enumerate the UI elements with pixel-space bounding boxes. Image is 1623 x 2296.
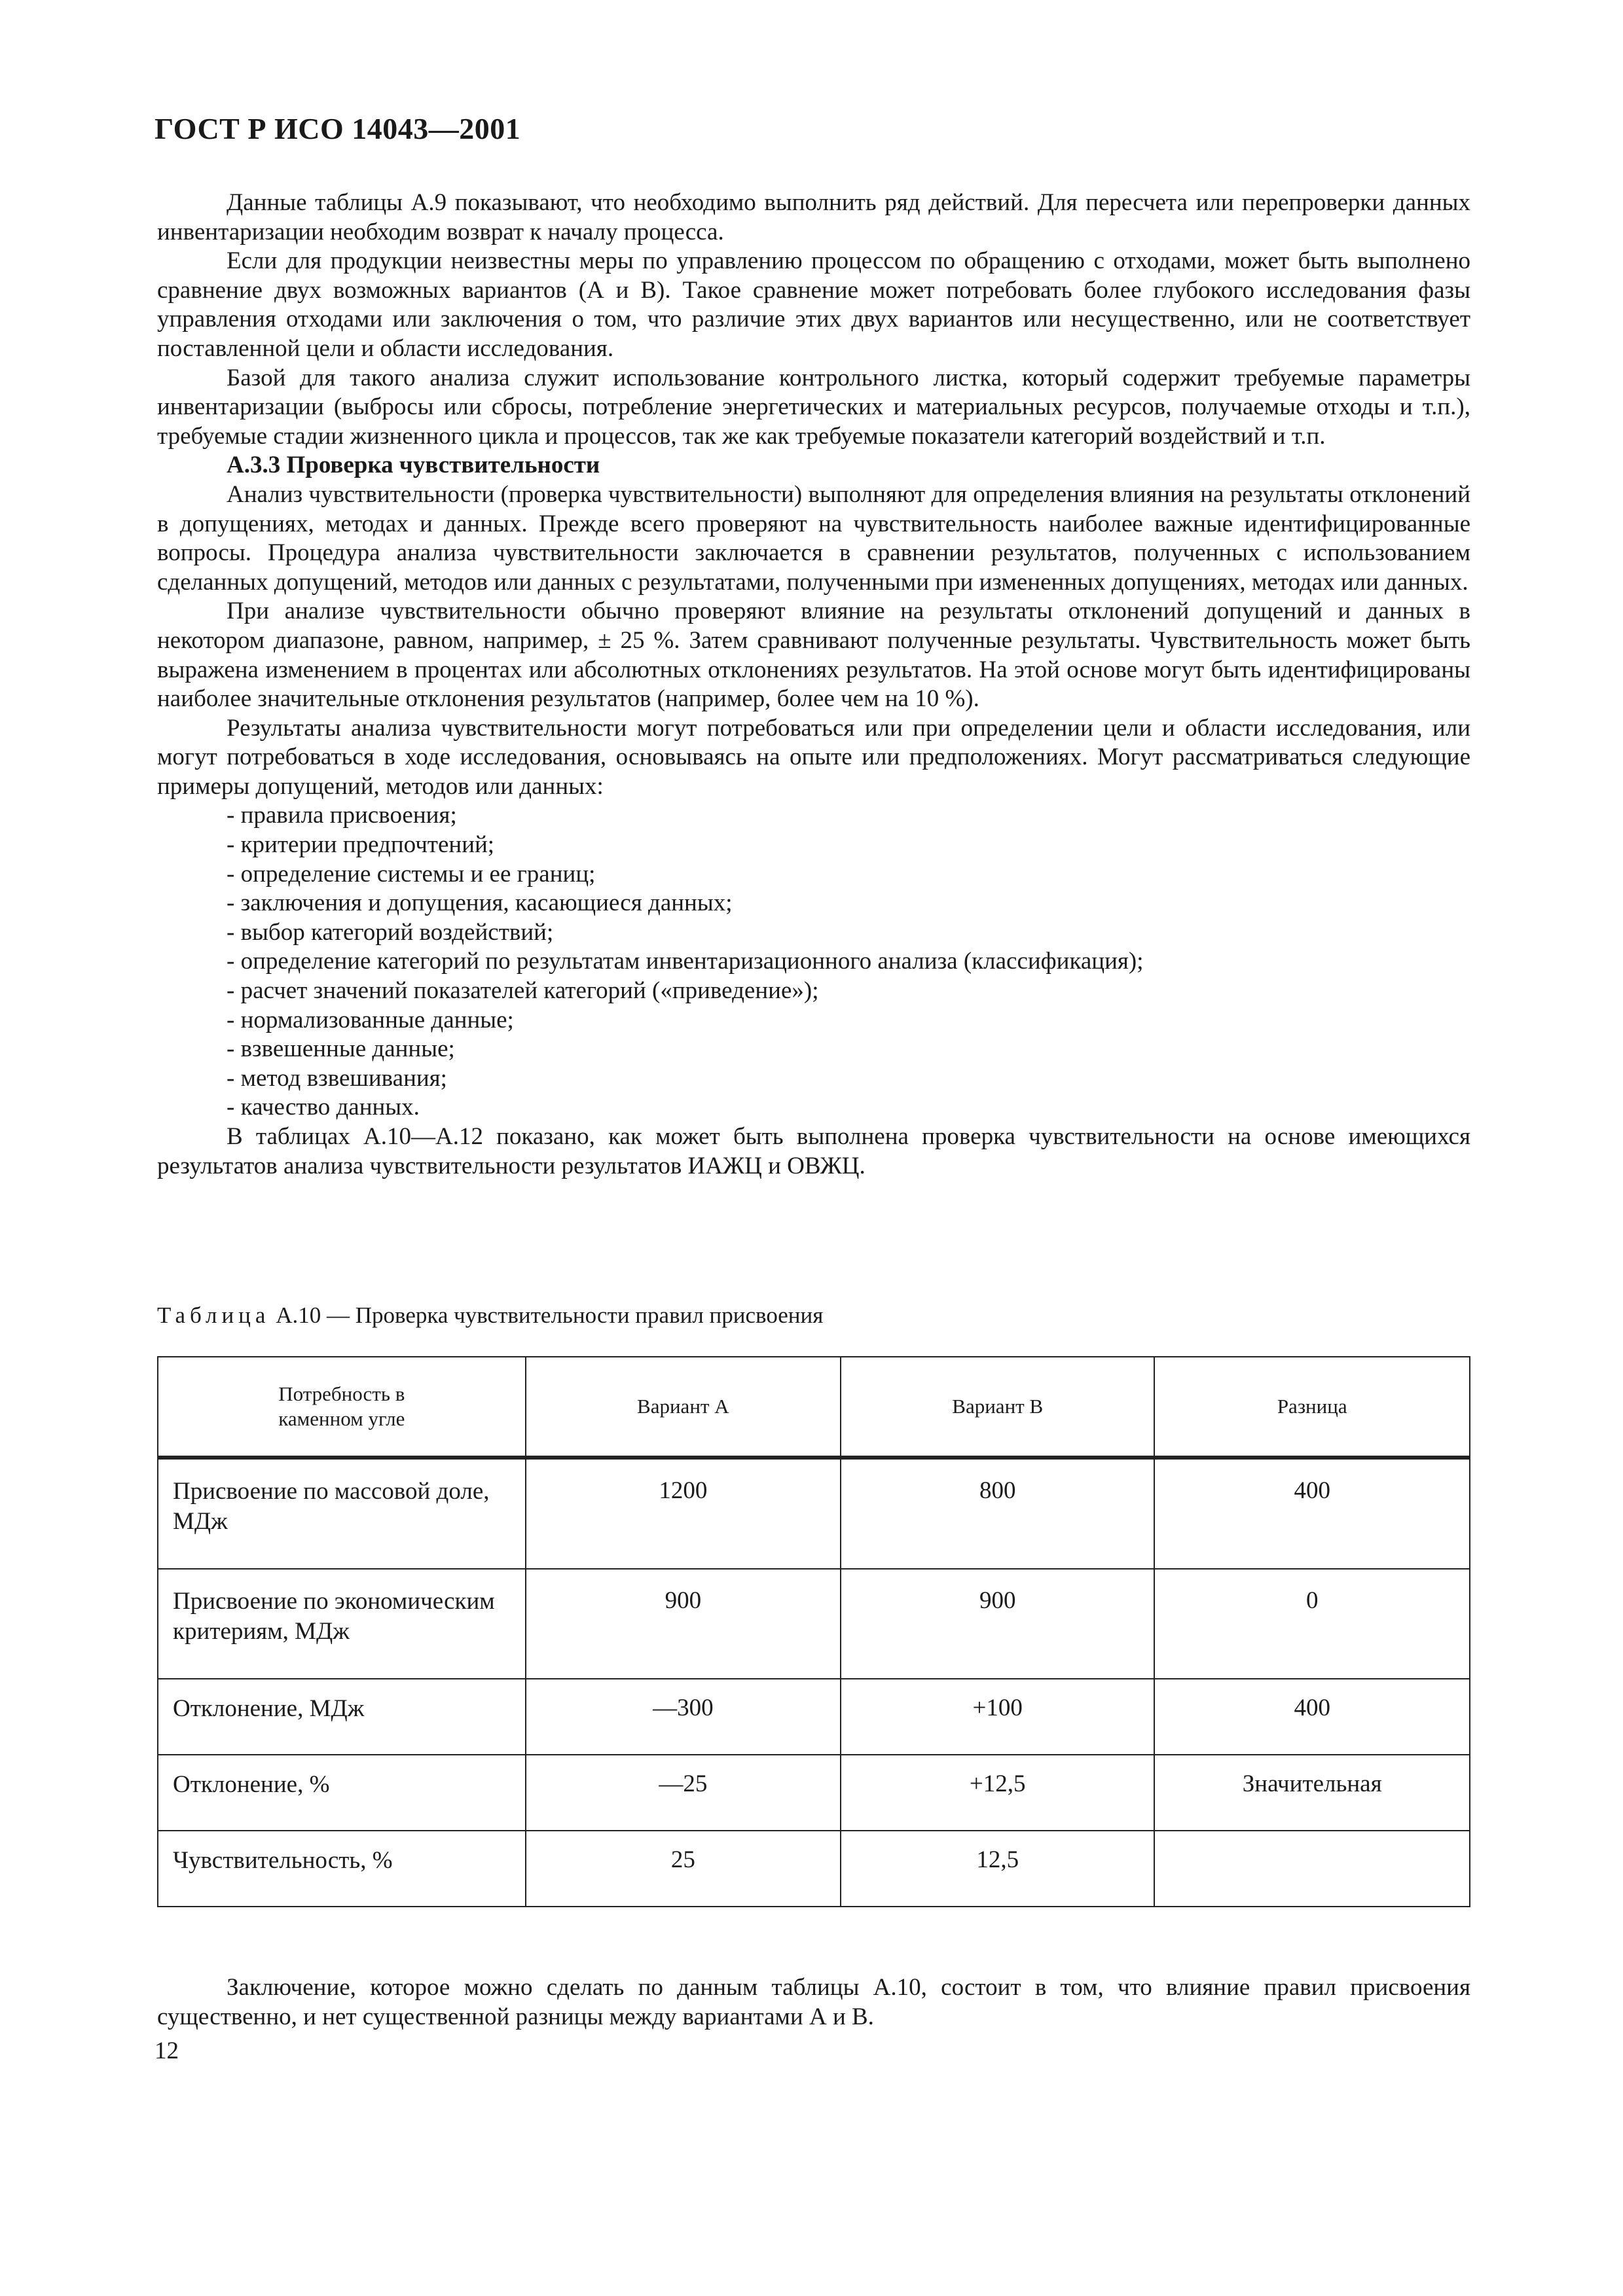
table-cell: 800	[841, 1458, 1154, 1569]
list-item: - правила присвоения;	[227, 801, 1470, 831]
column-header: Разница	[1154, 1357, 1470, 1458]
table-cell: —300	[526, 1679, 841, 1755]
table-caption-text: А.10 — Проверка чувствительности правил присвоения	[276, 1302, 824, 1328]
table-cell: —25	[526, 1755, 841, 1831]
list-item: - расчет значений показателей категорий («приведение»);	[227, 977, 1470, 1006]
sensitivity-table	[157, 1356, 1470, 1907]
page-number: 12	[155, 2037, 179, 2064]
paragraph: Базой для такого анализа служит использование контрольного листка, который содержит требуемые параметры инвентаризации (выбросы или сбросы, потребление энергетических и материальных ресурсов, получаемые отходы и т.п.), требуемые стадии жизненного цикла и процессов, так же как требуемые показатели категорий воздействий и т.п.	[157, 364, 1470, 450]
row-label: Отклонение, %	[158, 1755, 526, 1831]
column-header: Вариант А	[526, 1357, 841, 1458]
paragraph: При анализе чувствительности обычно проверяют влияние на результаты отклонений допущений и данных в некотором диапазоне, равном, например, ± 25 %. Затем сравнивают полученные результаты. Чувствительность может быть выражена изменением в процентах или абсолютных отклонениях результатов. На этой основе могут быть идентифицированы наиболее значительные отклонения результатов (например, более чем на 10 %).	[157, 598, 1470, 713]
paragraph: В таблицах А.10—А.12 показано, как может быть выполнена проверка чувствительности на основе имеющихся результатов анализа чувствительности результатов ИАЖЦ и ОВЖЦ.	[157, 1123, 1470, 1179]
table-row	[158, 1831, 1470, 1907]
table-caption	[157, 1302, 823, 1329]
table-row	[158, 1679, 1470, 1755]
conclusion-paragraph: Заключение, которое можно сделать по данным таблицы А.10, состоит в том, что влияние правил присвоения существенно, и нет существенной разницы между вариантами А и В.	[157, 1974, 1470, 2030]
list-item: - определение категорий по результатам инвентаризационного анализа (классификация);	[227, 947, 1470, 977]
table-cell: 12,5	[841, 1831, 1154, 1907]
table-cell: 400	[1154, 1679, 1470, 1755]
section-heading: А.3.3 Проверка чувствительности	[227, 452, 600, 479]
row-label: Отклонение, МДж	[158, 1679, 526, 1755]
row-label: Присвоение по массовой доле, МДж	[158, 1458, 526, 1569]
list-item: - метод взвешивания;	[227, 1064, 1470, 1094]
table-row	[158, 1755, 1470, 1831]
paragraph: Данные таблицы А.9 показывают, что необходимо выполнить ряд действий. Для пересчета или перепроверки данных инвентаризации необходим возврат к началу процесса.	[157, 189, 1470, 245]
column-header: Вариант В	[841, 1357, 1154, 1458]
document-header: ГОСТ Р ИСО 14043—2001	[155, 112, 521, 145]
paragraph: Анализ чувствительности (проверка чувствительности) выполняют для определения влияния на результаты отклонений в допущениях, методах и данных. Прежде всего проверяют на чувствительность наиболее важные идентифицированные вопросы. Процедура анализа чувствительности заключается в сравнении результатов, полученных с использованием сделанных допущений, методов или данных с результатами, полученными при измененных допущениях, методах или данных.	[157, 480, 1470, 596]
table-row	[158, 1458, 1470, 1569]
examples-list	[157, 801, 1470, 1122]
table-cell: 0	[1154, 1569, 1470, 1679]
row-label: Чувствительность, %	[158, 1831, 526, 1907]
paragraph: Результаты анализа чувствительности могут потребоваться или при определении цели и области исследования, или могут потребоваться в ходе исследования, основываясь на опыте или предположениях. Могут рассматриваться следующие примеры допущений, методов или данных:	[157, 714, 1470, 800]
table-cell: 1200	[526, 1458, 841, 1569]
table-cell: +100	[841, 1679, 1154, 1755]
table-cell: 400	[1154, 1458, 1470, 1569]
body-text	[157, 188, 1470, 1181]
list-item: - заключения и допущения, касающиеся данных;	[227, 889, 1470, 918]
column-header: Потребность в каменном угле	[158, 1357, 526, 1458]
table-cell	[1154, 1831, 1470, 1907]
table-cell: Значительная	[1154, 1755, 1470, 1831]
list-item: - критерии предпочтений;	[227, 831, 1470, 860]
table-cell: +12,5	[841, 1755, 1154, 1831]
table-cell: 900	[526, 1569, 841, 1679]
list-item: - определение системы и ее границ;	[227, 860, 1470, 889]
table-header-row	[158, 1357, 1470, 1458]
row-label: Присвоение по экономическим критериям, МДж	[158, 1569, 526, 1679]
table-cell: 900	[841, 1569, 1154, 1679]
table-cell: 25	[526, 1831, 841, 1907]
paragraph: Если для продукции неизвестны меры по управлению процессом по обращению с отходами, может быть выполнено сравнение двух возможных вариантов (А и В). Такое сравнение может потребовать более глубокого исследования фазы управления отходами или заключения о том, что различие этих двух вариантов или несущественно, или не соответствует поставленной цели и области исследования.	[157, 247, 1470, 362]
table-row	[158, 1569, 1470, 1679]
list-item: - выбор категорий воздействий;	[227, 918, 1470, 948]
list-item: - качество данных.	[227, 1093, 1470, 1122]
list-item: - нормализованные данные;	[227, 1006, 1470, 1035]
table-caption-label: Таблица	[157, 1302, 270, 1328]
list-item: - взвешенные данные;	[227, 1035, 1470, 1064]
